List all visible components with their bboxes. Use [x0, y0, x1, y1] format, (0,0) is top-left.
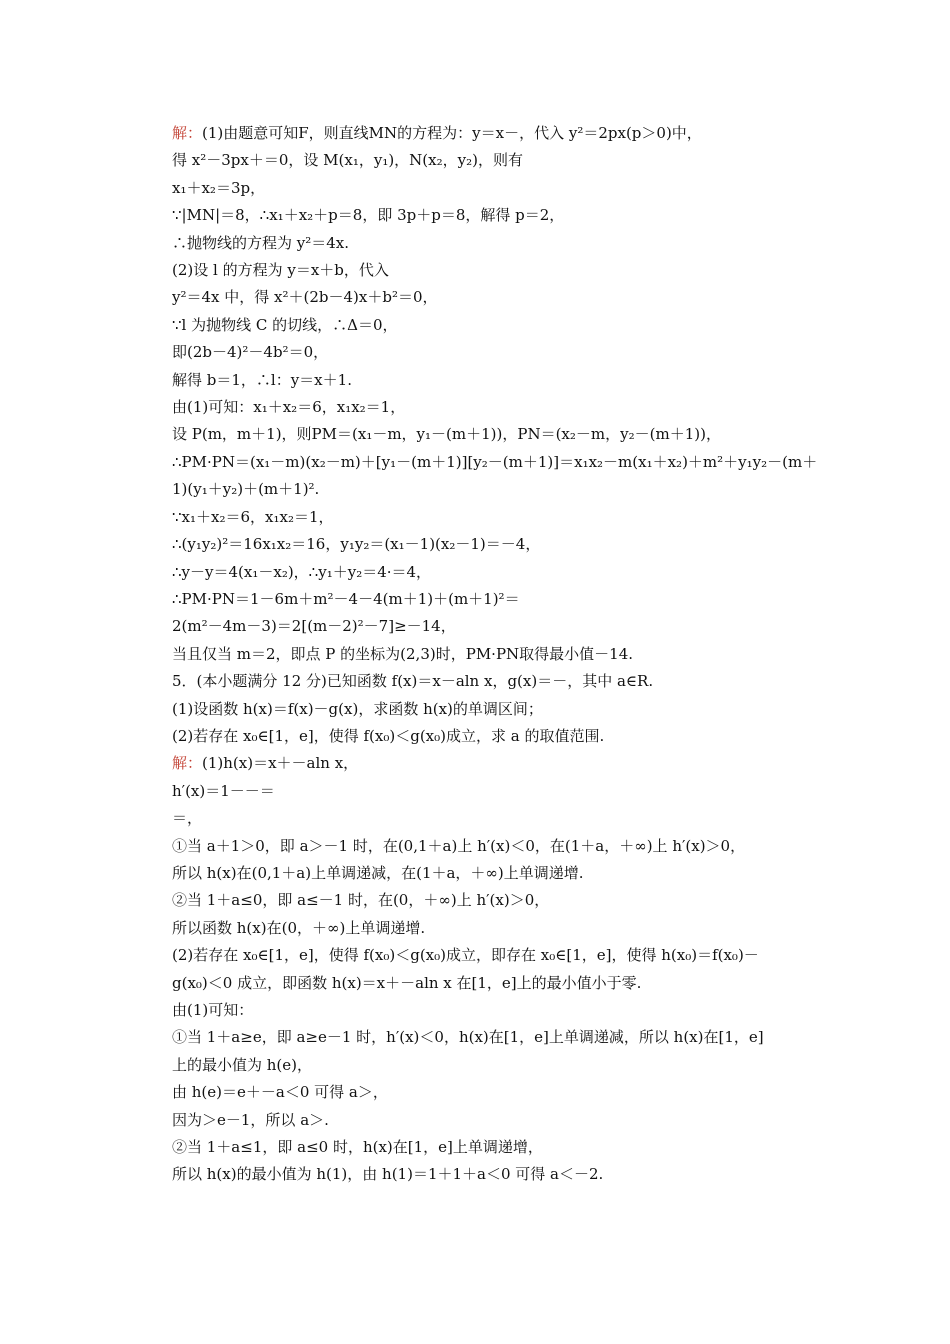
line-text: 所以 h(x)在(0,1＋a)上单调递减，在(1＋a，＋∞)上单调递增. [172, 863, 584, 882]
text-line [172, 1107, 842, 1134]
line-text: g(x₀)＜0 成立，即函数 h(x)＝x＋－aln x 在[1，e]上的最小值小于零. [172, 973, 642, 992]
line-text: 因为＞e－1，所以 a＞. [172, 1110, 329, 1129]
line-text: (2)若存在 x₀∈[1，e]，使得 f(x₀)＜g(x₀)成立，即存在 x₀∈[1，e]，使得 h(x₀)＝f(x₀)－ [172, 946, 759, 965]
text-line [172, 312, 842, 339]
text-line [172, 1024, 842, 1051]
line-text: 2(m²－4m－3)＝2[(m－2)²－7]≥－14， [172, 617, 456, 636]
text-line [172, 147, 842, 174]
line-text: (1)由题意可知F，则直线MN的方程为：y＝x－，代入 y²＝2px(p＞0)中， [202, 124, 702, 142]
line-text: 当且仅当 m＝2，即点 P 的坐标为(2,3)时，PM·PN取得最小值－14. [172, 644, 634, 663]
line-text: ②当 1＋a≤0，即 a≤－1 时，在(0，＋∞)上 h′(x)＞0， [172, 891, 550, 910]
line-text: 得 x²－3px＋＝0，设 M(x₁，y₁)，N(x₂，y₂)，则有 [172, 151, 523, 170]
text-line [172, 1161, 842, 1188]
line-text: 由(1)可知： [172, 1001, 254, 1019]
line-text: ∴PM·PN＝1－6m＋m²－4－4(m＋1)＋(m＋1)²＝ [172, 589, 520, 608]
line-text: ∴PM·PN＝(x₁－m)(x₂－m)＋[y₁－(m＋1)][y₂－(m＋1)]＝x₁x₂－m(x₁＋x₂)＋m²＋y₁y₂－(m＋ [172, 452, 818, 471]
text-line [172, 120, 842, 147]
solution-text [172, 120, 842, 1189]
line-text: ∴y－y＝4(x₁－x₂)，∴y₁＋y₂＝4·＝4， [172, 562, 432, 581]
line-text: ①当 1＋a≥e，即 a≥e－1 时，h′(x)＜0，h(x)在[1，e]上单调递减，所以 h(x)在[1，e] [172, 1028, 764, 1047]
line-text: ∵l 为抛物线 C 的切线，∴Δ＝0， [172, 315, 398, 334]
line-text: 上的最小值为 h(e)， [172, 1055, 313, 1074]
text-line [172, 942, 842, 969]
text-line [172, 504, 842, 531]
text-line [172, 696, 842, 723]
text-line [172, 230, 842, 257]
line-text: 所以 h(x)的最小值为 h(1)，由 h(1)＝1＋1＋a＜0 可得 a＜－2. [172, 1165, 604, 1184]
text-line [172, 641, 842, 668]
text-line [172, 1134, 842, 1161]
text-line [172, 202, 842, 229]
line-text: ∴(y₁y₂)²＝16x₁x₂＝16，y₁y₂＝(x₁－1)(x₂－1)＝－4， [172, 535, 541, 554]
text-line [172, 668, 842, 695]
text-line [172, 394, 842, 421]
text-line [172, 723, 842, 750]
line-text: 由(1)可知：x₁＋x₂＝6，x₁x₂＝1， [172, 398, 406, 417]
text-line [172, 915, 842, 942]
text-line [172, 586, 842, 613]
line-text: y²＝4x 中，得 x²＋(2b－4)x＋b²＝0， [172, 288, 438, 307]
text-line [172, 559, 842, 586]
text-line [172, 367, 842, 394]
text-line [172, 970, 842, 997]
line-text: ②当 1＋a≤1，即 a≤0 时，h(x)在[1，e]上单调递增， [172, 1138, 543, 1157]
text-line [172, 257, 842, 284]
line-text: 即(2b－4)²－4b²＝0， [172, 343, 329, 362]
line-text: 所以函数 h(x)在(0，＋∞)上单调递增. [172, 918, 426, 937]
line-text: h′(x)＝1－－＝ [172, 781, 275, 800]
text-line [172, 476, 842, 503]
line-text: ∵x₁＋x₂＝6，x₁x₂＝1， [172, 507, 334, 526]
text-line [172, 531, 842, 558]
line-text: ＝， [172, 809, 203, 828]
solution-label: 解： [172, 124, 203, 142]
text-line [172, 1052, 842, 1079]
text-line [172, 613, 842, 640]
line-text: (1)设函数 h(x)＝f(x)－g(x)，求函数 h(x)的单调区间； [172, 699, 543, 718]
line-text: ∵|MN|＝8，∴x₁＋x₂＋p＝8，即 3p＋p＝8，解得 p＝2， [172, 206, 565, 225]
line-text: ∴抛物线的方程为 y²＝4x. [172, 233, 350, 252]
line-text: 设 P(m，m＋1)，则PM＝(x₁－m，y₁－(m＋1))，PN＝(x₂－m，y₂－(m＋1))， [172, 425, 721, 444]
text-line [172, 887, 842, 914]
text-line [172, 449, 842, 476]
text-line [172, 805, 842, 832]
line-text: (2)若存在 x₀∈[1，e]，使得 f(x₀)＜g(x₀)成立，求 a 的取值范围. [172, 726, 605, 745]
line-text: x₁＋x₂＝3p， [172, 178, 266, 197]
line-text: (2)设 l 的方程为 y＝x＋b，代入 [172, 261, 389, 280]
line-text: 解得 b＝1，∴l：y＝x＋1. [172, 370, 352, 389]
line-text: 1)(y₁＋y₂)＋(m＋1)². [172, 480, 320, 499]
text-line [172, 1079, 842, 1106]
text-line [172, 284, 842, 311]
solution-label: 解： [172, 754, 203, 773]
text-line [172, 750, 842, 777]
line-text: 由 h(e)＝e＋－a＜0 可得 a＞， [172, 1083, 388, 1102]
text-line [172, 860, 842, 887]
text-line [172, 339, 842, 366]
line-text: 5．(本小题满分 12 分)已知函数 f(x)＝x－aln x，g(x)＝－，其中 a∈R. [172, 672, 654, 691]
line-text: (1)h(x)＝x＋－aln x， [202, 754, 359, 773]
line-text: ①当 a＋1＞0，即 a＞－1 时，在(0,1＋a)上 h′(x)＜0，在(1＋a，＋∞)上 h′(x)＞0， [172, 836, 746, 855]
text-line [172, 421, 842, 448]
text-line [172, 778, 842, 805]
text-line [172, 997, 842, 1024]
text-line [172, 175, 842, 202]
text-line [172, 833, 842, 860]
